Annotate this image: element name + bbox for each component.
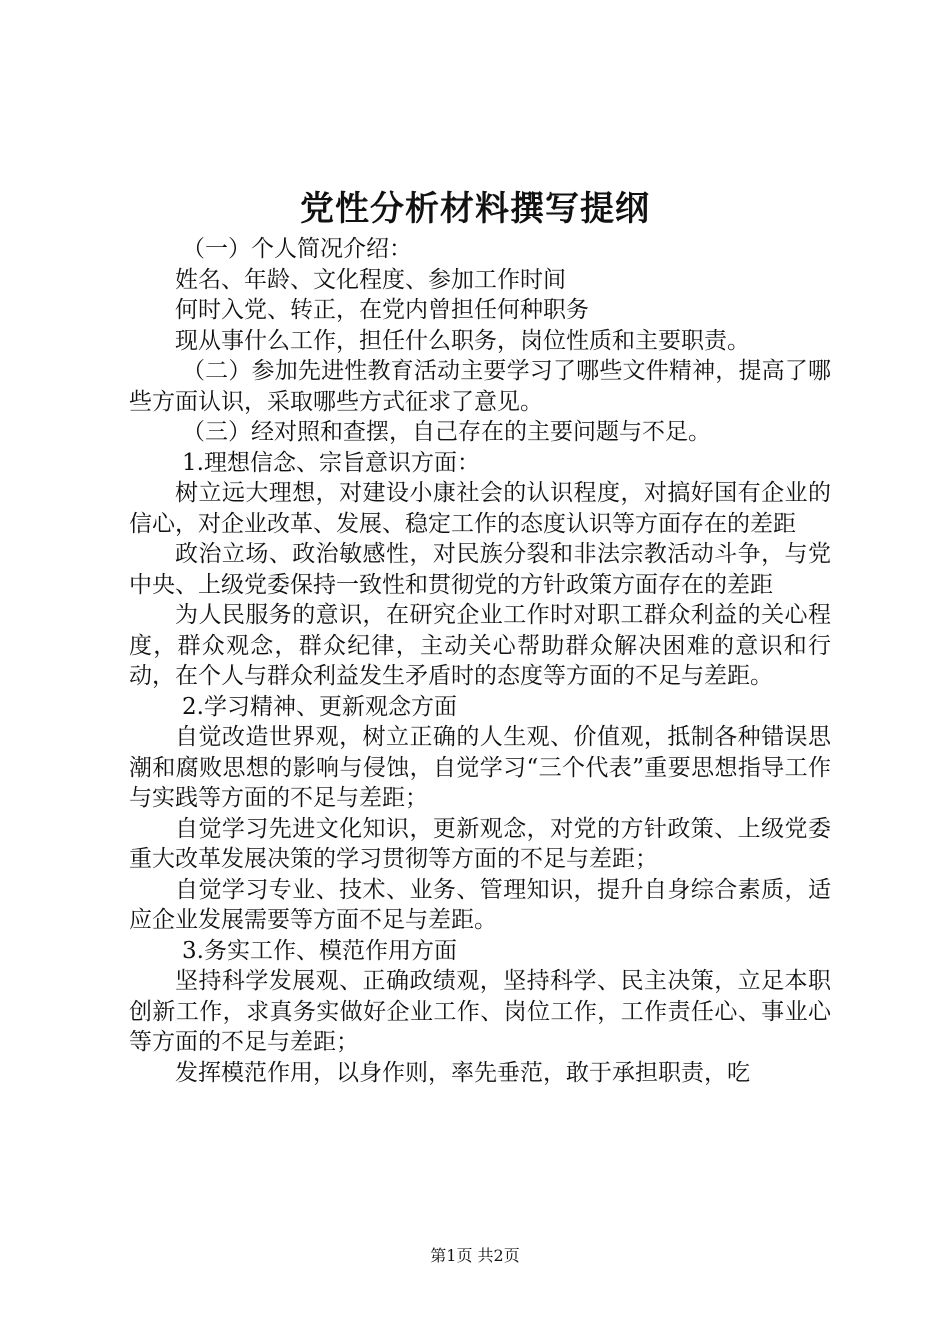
- paragraph: 树立远大理想，对建设小康社会的认识程度，对搞好国有企业的信心，对企业改革、发展、稳定工作的态度认识等方面存在的差距: [129, 480, 831, 537]
- paragraph: 何时入党、转正，在党内曾担任何种职务: [175, 297, 589, 323]
- section-heading: （二）参加先进性教育活动主要学习了哪些文件精神，提高了哪些方面认识，采取哪些方式征求了意见。: [129, 358, 831, 415]
- document-title: 党性分析材料撰写提纲: [300, 189, 650, 229]
- document-body: [129, 234, 831, 1088]
- paragraph: 政治立场、政治敏感性，对民族分裂和非法宗教活动斗争，与党中央、上级党委保持一致性和贯彻党的方针政策方面存在的差距: [129, 541, 831, 598]
- paragraph: 自觉学习专业、技术、业务、管理知识，提升自身综合素质，适应企业发展需要等方面不足与差距。: [129, 876, 831, 933]
- section-heading: （一）个人简况介绍：: [182, 236, 412, 262]
- subsection-heading: 2.学习精神、更新观念方面: [182, 693, 457, 720]
- paragraph: 姓名、年龄、文化程度、参加工作时间: [175, 266, 566, 293]
- paragraph: 发挥模范作用，以身作则，率先垂范，敢于承担职责，吃: [175, 1059, 750, 1086]
- section-heading: （三）经对照和查摆，自己存在的主要问题与不足。: [182, 419, 711, 445]
- paragraph: 为人民服务的意识，在研究企业工作时对职工群众利益的关心程度，群众观念，群众纪律，主动关心帮助群众解决困难的意识和行动，在个人与群众利益发生矛盾时的态度等方面的不足与差距。: [129, 602, 831, 689]
- paragraph: 自觉改造世界观，树立正确的人生观、价值观，抵制各种错误思潮和腐败思想的影响与侵蚀，自觉学习“三个代表”重要思想指导工作与实践等方面的不足与差距；: [129, 724, 831, 811]
- paragraph: 坚持科学发展观、正确政绩观，坚持科学、民主决策，立足本职创新工作，求真务实做好企业工作、岗位工作，工作责任心、事业心等方面的不足与差距；: [129, 968, 831, 1055]
- paragraph: 现从事什么工作，担任什么职务，岗位性质和主要职责。: [175, 327, 750, 354]
- subsection-heading: 3.务实工作、模范作用方面: [182, 937, 457, 964]
- page-number-footer: 第1页 共2页: [430, 1246, 520, 1265]
- paragraph: 自觉学习先进文化知识，更新观念，对党的方针政策、上级党委重大改革发展决策的学习贯彻等方面的不足与差距；: [129, 815, 831, 872]
- subsection-heading: 1.理想信念、宗旨意识方面：: [182, 449, 480, 476]
